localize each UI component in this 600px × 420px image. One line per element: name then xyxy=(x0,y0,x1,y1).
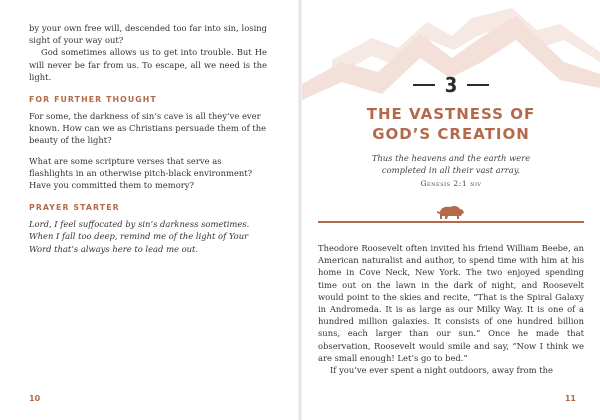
body-paragraph: God sometimes allows us to get into trouble. But He will never be far from us. To escape, all we need is the light. xyxy=(29,47,267,82)
chapter-title-line-2: GOD’S CREATION xyxy=(372,125,530,143)
chapter-title xyxy=(302,104,600,144)
divider-line xyxy=(318,221,584,223)
right-page-content xyxy=(318,242,584,376)
page-number-left: 10 xyxy=(29,394,41,403)
reflection-question-1: For some, the darkness of sin’s cave is all they’ve ever known. How can we as Christians persuade them of the beauty of the light? xyxy=(29,111,267,146)
chapter-title-line-1: THE VASTNESS OF xyxy=(366,105,536,123)
body-paragraph-1: Theodore Roosevelt often invited his friend William Beebe, an American naturalist and author, to spend time with him at his home in Cove Neck, New York. The two enjoyed spending time out on the lawn in the dark of night, and Roosevelt would point to the skies and recite, “That is the Spiral Galaxy in Andromeda. It is as large as our Milky Way. It is one of a hundred million galaxies. It consists of one hundred billion suns, each larger than our sun.” Once he made that observation, Roosevelt would smile and say, “Now I think we are small enough! Let’s go to bed.” xyxy=(318,243,584,363)
chapter-number-row xyxy=(302,73,600,97)
opening-paragraph: by your own free will, descended too far into sin, losing sight of your way out? xyxy=(29,23,267,46)
dash-ornament-right xyxy=(467,84,489,86)
section-divider xyxy=(318,203,584,225)
chapter-number: 3 xyxy=(444,73,458,97)
right-page xyxy=(302,0,600,420)
page-number-right: 11 xyxy=(564,394,576,403)
left-page xyxy=(0,0,298,420)
epigraph-line-1: Thus the heavens and the earth were xyxy=(371,153,531,163)
left-page-content xyxy=(29,22,267,255)
prayer-text: Lord, I feel suffocated by sin’s darkness sometimes. When I fall too deep, remind me of the light of Your Word that’s always here to lead me out. xyxy=(29,219,250,254)
further-thought-heading: FOR FURTHER THOUGHT xyxy=(29,95,157,105)
reflection-question-2: What are some scripture verses that serve as flashlights in an otherwise pitch-black environment? Have you committed them to memory? xyxy=(29,155,253,191)
scripture-citation: Genesis 2:1 niv xyxy=(420,179,482,188)
epigraph-line-2: completed in all their vast array. xyxy=(381,165,521,175)
epigraph xyxy=(302,152,600,176)
prayer-starter-heading: PRAYER STARTER xyxy=(29,203,120,213)
dash-ornament-left xyxy=(413,84,435,86)
body-paragraph-2: If you’ve ever spent a night outdoors, away from the xyxy=(330,365,553,376)
bison-icon xyxy=(436,203,466,221)
